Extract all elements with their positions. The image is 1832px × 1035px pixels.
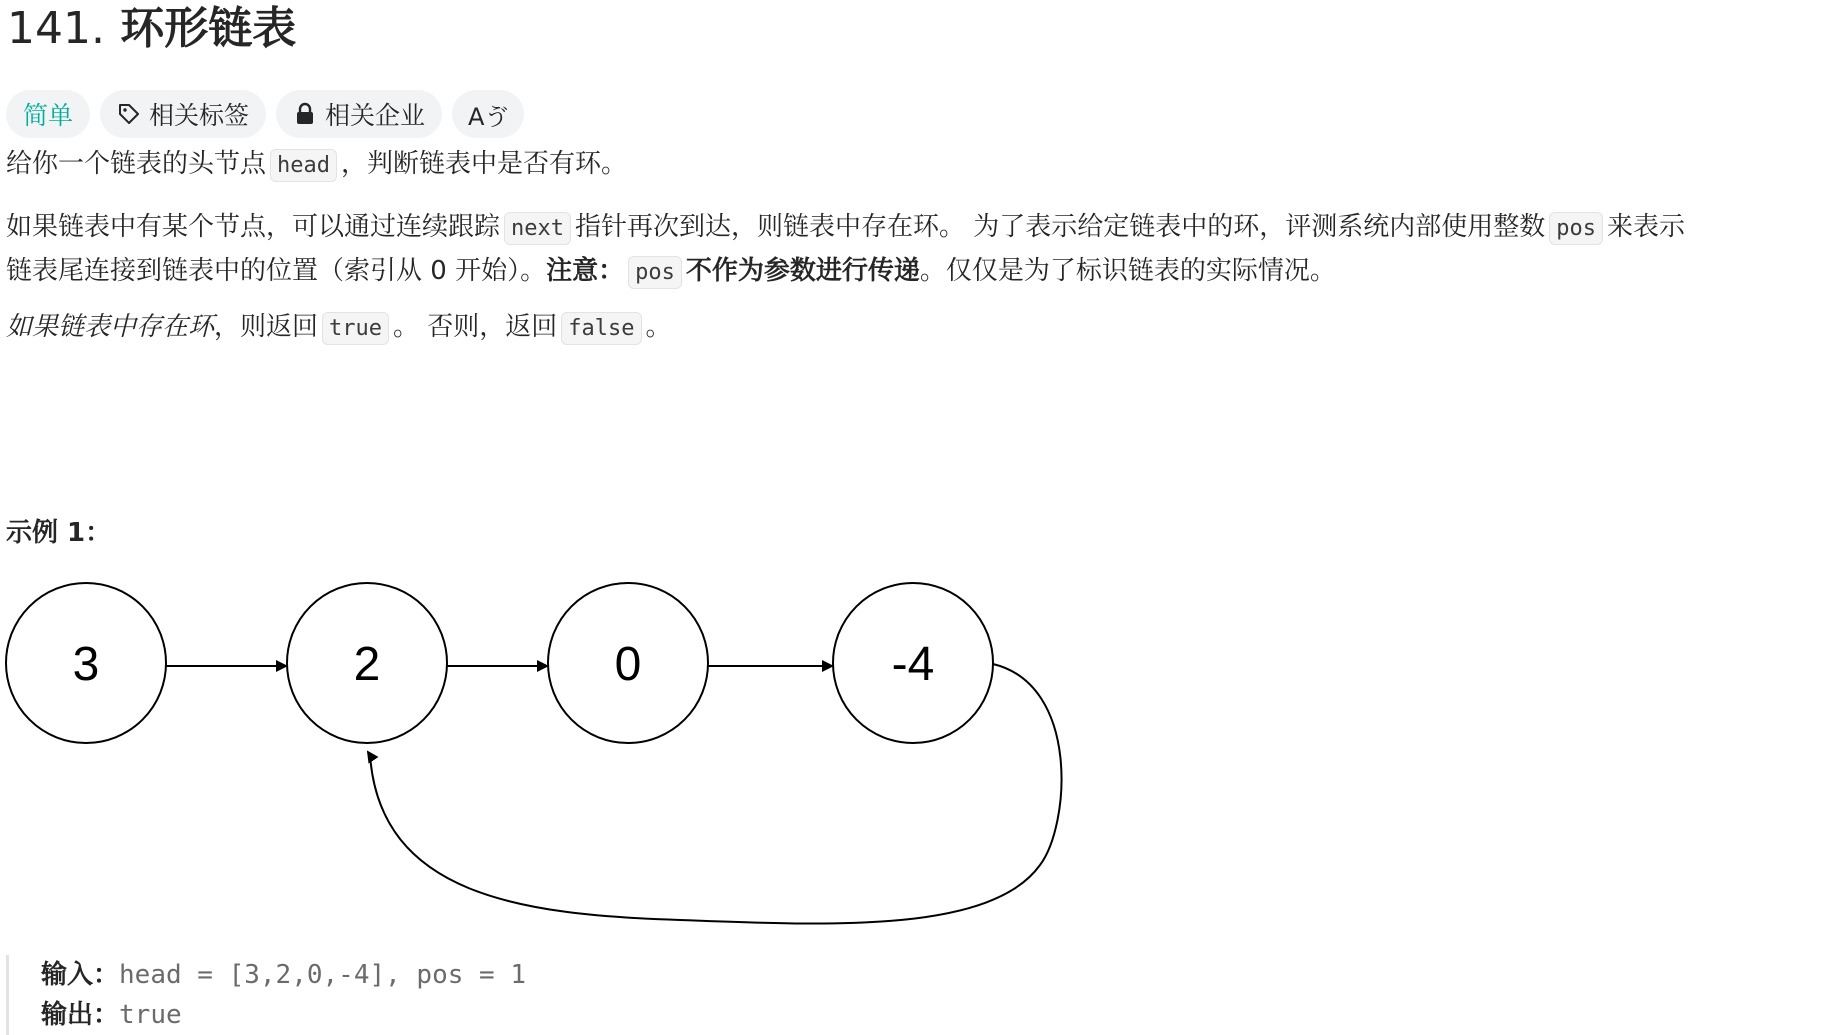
note-label: 注意： — [546, 256, 625, 286]
lock-icon — [293, 102, 317, 126]
italic-text: 如果链表中存在环 — [6, 312, 215, 342]
related-tags-label: 相关标签 — [149, 101, 250, 130]
text: 给你一个链表的头节点 — [6, 149, 267, 179]
related-tags-button[interactable] — [100, 90, 266, 138]
example-1-title: 示例 1： — [6, 518, 112, 548]
tag-bar — [6, 90, 524, 138]
text: 。仅仅是为了标识链表的实际情况。 — [919, 256, 1336, 286]
list-node-value: 0 — [614, 638, 642, 691]
translate-button[interactable] — [452, 90, 524, 138]
page-title — [7, 0, 296, 58]
text: 指针再次到达，则链表中存在环。 为了表示给定链表中的环，评测系统内部使用整数 — [575, 212, 1546, 242]
text: 链表尾连接到链表中的位置（索引从 0 开始）。 — [6, 256, 547, 286]
inline-code-head: head — [270, 149, 337, 182]
problem-name: 环形链表 — [120, 3, 297, 54]
input-value: head = [3,2,0,-4], pos = 1 — [119, 960, 527, 990]
text: 。 否则，返回 — [393, 312, 558, 342]
inline-code-true: true — [322, 312, 389, 345]
output-value: true — [119, 1000, 182, 1030]
description-paragraph-2 — [6, 206, 1685, 294]
linked-list-diagram — [0, 575, 1100, 935]
list-node-value: 2 — [353, 638, 381, 691]
list-node-value: 3 — [72, 638, 100, 691]
translate-icon: Aゔ — [468, 102, 509, 131]
list-node-value: -4 — [891, 638, 935, 691]
note-bold-text: 不作为参数进行传递 — [685, 256, 920, 286]
description-paragraph-3 — [6, 306, 672, 350]
input-label: 输入： — [41, 960, 120, 990]
text: ，判断链表中是否有环。 — [341, 149, 628, 179]
text: ，则返回 — [214, 312, 319, 342]
text: 来表示 — [1607, 212, 1686, 242]
related-companies-button[interactable] — [276, 90, 442, 138]
difficulty-badge[interactable]: 简单 — [6, 90, 90, 138]
example-1-io — [6, 955, 526, 1035]
inline-code-pos-2: pos — [628, 256, 682, 289]
output-label: 输出： — [41, 1000, 120, 1030]
text: 。 — [645, 312, 672, 342]
tag-icon — [117, 102, 141, 126]
inline-code-false: false — [561, 312, 641, 345]
inline-code-next: next — [504, 212, 571, 245]
description-paragraph-1 — [6, 143, 627, 187]
related-companies-label: 相关企业 — [325, 101, 426, 130]
problem-number: 141. — [7, 3, 105, 54]
inline-code-pos: pos — [1549, 212, 1603, 245]
text: 如果链表中有某个节点，可以通过连续跟踪 — [6, 212, 501, 242]
